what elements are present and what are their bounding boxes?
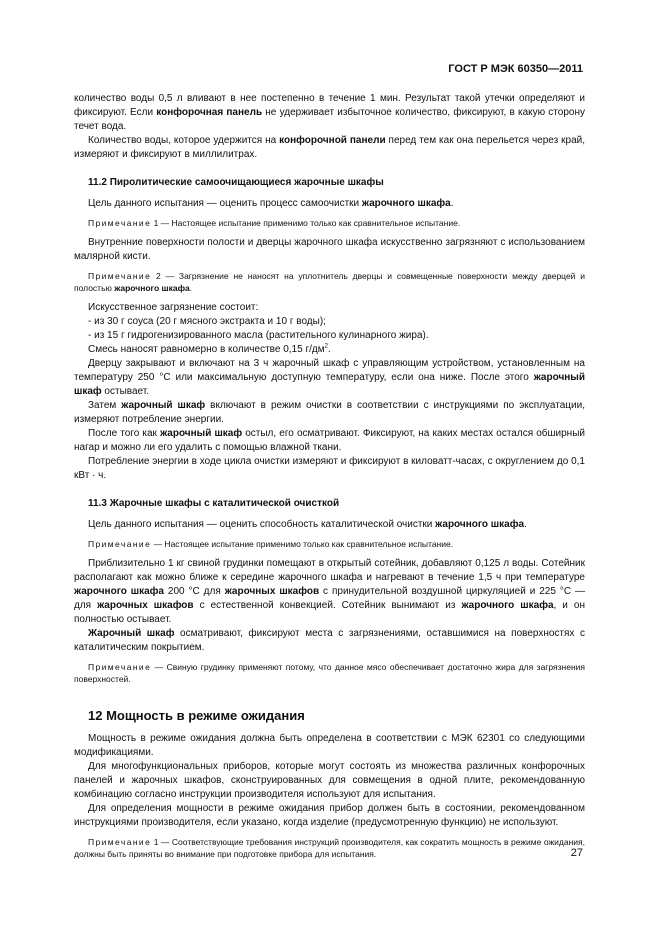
paragraph: Цель данного испытания — оценить способность каталитической очистки жарочного шкафа. xyxy=(88,519,527,530)
paragraph: Затем жарочный шкаф включают в режим очистки в соответствии с инструкциями по эксплуатации, измеряют потребление энергии. xyxy=(74,400,585,425)
paragraph: Приблизительно 1 кг свиной грудинки помещают в открытый сотейник, добавляют 0,125 л воды. Сотейник располагают как можно ближе к середине жарочного шкафа и нагревают в течение 1,5 ч при температуре жарочного шкафа 200 °С для жарочных шкафов с принудительной воздушной циркуляцией и 225 °С — для жарочных шкафов с естественной конвекцией. Сотейник вынимают из жарочного шкафа, и он полностью остывает. xyxy=(74,558,586,625)
paragraph: Искусственное загрязнение состоит: xyxy=(88,302,259,313)
document-id-header: ГОСТ Р МЭК 60350—2011 xyxy=(448,63,583,75)
paragraph: Для многофункциональных приборов, которые могут состоять из множества различных конфорочных панелей и жарочных шкафов, сконструированных для совмещения в одной плите, рекомендованную комбинацию согласно инструкции производителя используют для испытания. xyxy=(74,761,585,800)
paragraph: Потребление энергии в ходе цикла очистки измеряют и фиксируют в киловатт-часах, с округлением до 0,1 кВт · ч. xyxy=(74,456,585,481)
section-heading-11-2: 11.2 Пиролитические самоочищающиеся жарочные шкафы xyxy=(88,177,384,188)
paragraph: Жарочный шкаф осматривают, фиксируют места с загрязнениями, оставшимися на поверхностях с каталитическим покрытием. xyxy=(74,628,586,653)
paragraph: Цель данного испытания — оценить процесс самоочистки жарочного шкафа. xyxy=(88,198,454,209)
list-item: - из 15 г гидрогенизированного масла (растительного кулинарного жира). xyxy=(88,330,429,341)
paragraph: Внутренние поверхности полости и дверцы жарочного шкафа искусственно загрязняют с использованием малярной кисти. xyxy=(74,237,585,262)
paragraph: Мощность в режиме ожидания должна быть определена в соответствии с МЭК 62301 со следующими модификациями. xyxy=(74,733,585,758)
section-heading-11-3: 11.3 Жарочные шкафы с каталитической очисткой xyxy=(88,498,340,509)
paragraph: После того как жарочный шкаф остыл, его осматривают. Фиксируют, на каких местах остался обширный нагар и можно ли его удалить с помощью влажной ткани. xyxy=(74,428,585,453)
list-item: - из 30 г соуса (20 г мясного экстракта и 10 г воды); xyxy=(88,316,326,327)
page-number: 27 xyxy=(570,847,583,859)
paragraph: Количество воды, которое удержится на конфорочной панели перед тем как она перельется через край, измеряют и фиксируют в миллилитрах. xyxy=(74,135,585,160)
note: Примечание — Свиную грудинку применяют потому, что данное мясо обеспечивает достаточно жира для загрязнения поверхностей. xyxy=(74,662,585,684)
note: Примечание 2 — Загрязнение не наносят на уплотнитель дверцы и совмещенные поверхности между дверцей и полостью жарочного шкафа. xyxy=(74,271,585,293)
paragraph: Дверцу закрывают и включают на 3 ч жарочный шкаф с управляющим устройством, установленным на температуру 250 °С или максимальную доступную температуру, если она ниже. После этого жарочный шкаф остывает. xyxy=(74,358,585,397)
paragraph: количество воды 0,5 л вливают в нее постепенно в течение 1 мин. Результат такой утечки определяют и фиксируют. Если конфорочная панель не удерживает избыточное количество, фиксируют, в какую сторону течет вода. xyxy=(74,93,585,132)
paragraph: Для определения мощности в режиме ожидания прибор должен быть в состоянии, рекомендованном инструкциями производителя, если указано, когда изделие (предусмотренную функцию) не используют. xyxy=(74,803,585,828)
section-heading-12: 12 Мощность в режиме ожидания xyxy=(88,708,305,723)
note: Примечание — Настоящее испытание применимо только как сравнительное испытание. xyxy=(88,539,454,549)
document-body xyxy=(74,92,585,867)
paragraph: Смесь наносят равномерно в количестве 0,15 $г/дм^2$. xyxy=(88,343,331,355)
note: Примечание 1 — Настоящее испытание применимо только как сравнительное испытание. xyxy=(88,218,461,228)
note: Примечание 1 — Соответствующие требования инструкций производителя, как сократить мощность в режиме ожидания, должны быть приняты во внимание при подготовке прибора для испытания. xyxy=(74,837,585,859)
